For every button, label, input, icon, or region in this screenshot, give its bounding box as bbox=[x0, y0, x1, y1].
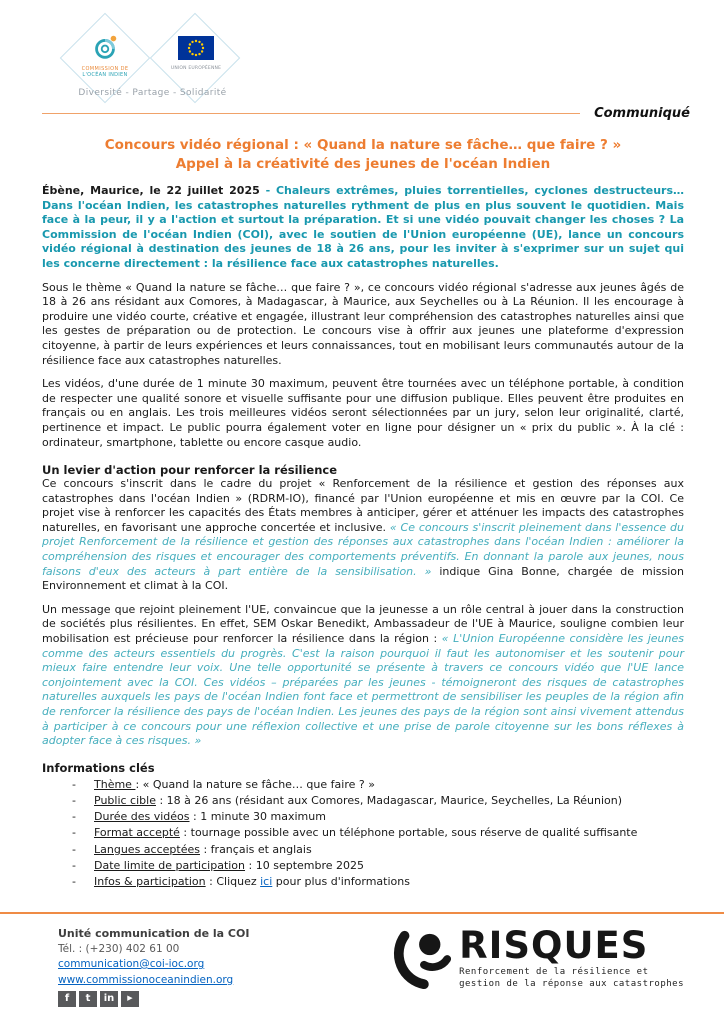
risques-mark-icon bbox=[391, 928, 453, 994]
youtube-icon[interactable]: ▶ bbox=[121, 991, 139, 1007]
facebook-icon[interactable]: f bbox=[58, 991, 76, 1007]
item-label: Public cible bbox=[94, 793, 156, 807]
item-value: : 1 minute 30 maximum bbox=[189, 810, 326, 824]
paragraph-eu-message bbox=[42, 603, 684, 749]
gina-bonne-attribution: indique Gina Bonne, chargée de mission Environnement et climat à la COI. bbox=[42, 564, 684, 593]
item-label: Thème bbox=[94, 777, 136, 791]
participation-link[interactable]: ici bbox=[260, 875, 273, 888]
lead-text: - Chaleurs extrêmes, pluies torrentielles, cyclones destructeurs… Dans l'océan Indien, les catastrophes naturelles rythment de plus en plus souvent le quotidien. Mais face à la peur, il y a l'action et surtout la préparation. Et si une vidéo pouvait changer les choses ? La Commission de l'océan Indien (COI), avec le soutien de l'Union européenne (UE), lance un concours vidéo régional à destination des jeunes de 18 à 26 ans, pour les inviter à s'exprimer sur un sujet qui les concerne directement : la résilience face aux catastrophes naturelles. bbox=[42, 184, 684, 270]
item-label: Infos & participation bbox=[94, 875, 206, 888]
bullet-dash: - bbox=[72, 826, 76, 840]
gina-bonne-quote: « Ce concours s'inscrit pleinement dans l'essence du projet Renforcement de la résilience et gestion des réponses aux catastrophes dans l'océan Indien : améliorer la compréhension des risques et encourager des comportements préventifs. En donnant la parole aux jeunes, nous faisons d'eux des acteurs à part entière de la sensibilisation. » bbox=[42, 520, 684, 578]
twitter-icon[interactable]: t bbox=[79, 991, 97, 1007]
header-rule-row bbox=[0, 104, 724, 122]
list-item-public-cible bbox=[42, 793, 684, 809]
list-item-langues bbox=[42, 842, 684, 858]
list-item-date-limite bbox=[42, 858, 684, 874]
header bbox=[0, 0, 724, 104]
lead-paragraph bbox=[42, 184, 684, 272]
risques-subtitle bbox=[459, 967, 684, 990]
eu-logo-caption: UNION EUROPÉENNE bbox=[170, 66, 222, 71]
coi-logo-line2: L'OCÉAN INDIEN bbox=[82, 72, 128, 78]
bullet-dash: - bbox=[72, 810, 76, 824]
eu-message-text: Un message que rejoint pleinement l'UE, convaincue que la jeunesse a un rôle central à jouer dans la construction de sociétés plus résilientes. En effet, SEM Oskar Benedikt, Ambassadeur de l'UE à Maurice, souligne combien leur mobilisation est précieuse pour renforcer la résilience dans la région : bbox=[42, 602, 684, 646]
list-item-infos-participation bbox=[42, 874, 684, 890]
title-line1: Concours vidéo régional : « Quand la nature se fâche… que faire ? » bbox=[104, 137, 622, 153]
bullet-dash: - bbox=[72, 858, 76, 872]
oskar-benedikt-quote: « L'Union Européenne considère les jeunes comme des acteurs essentiels du progrès. C'est la raison pourquoi il faut les autonomiser et les soutenir pour mieux faire entendre leur voix. Une telle opportunité se présente à travers ce concours vidéo que l'UE lance conjointement avec la COI. Ces vidéos – préparées par les jeunes - témoigneront des risques de catastrophes naturelles auxquels les pays de l'océan Indien font face et permettront de sensibiliser les peuples de la région afin de renforcer la résilience des pays de l'océan Indien. Les jeunes des pays de la région sont ainsi vivement attendus à participer à ce concours pour une réflexion collective et une prise de parole citoyenne sur les bons réflexes à adopter face à ces risques. » bbox=[42, 632, 684, 748]
risques-subtitle-line1: Renforcement de la résilience et bbox=[459, 967, 649, 977]
list-item-format bbox=[42, 825, 684, 841]
title-line2: Appel à la créativité des jeunes de l'océan Indien bbox=[175, 156, 551, 172]
social-icons bbox=[58, 991, 249, 1007]
footer-email-link[interactable]: communication@coi-ioc.org bbox=[58, 958, 205, 970]
bullet-dash: - bbox=[72, 875, 76, 888]
key-info-list bbox=[42, 777, 684, 890]
item-value: : français et anglais bbox=[199, 842, 312, 856]
footer-unit-name: Unité communication de la COI bbox=[58, 927, 250, 940]
paragraph-video-rules: Les vidéos, d'une durée de 1 minute 30 maximum, peuvent être tournées avec un téléphone portable, à condition de respecter une qualité sonore et visuelle suffisante pour une diffusion publique. Elles peuvent être produites en français ou en anglais. Les trois meilleures vidéos seront sélectionnées par un jury, selon leur originalité, clarté, pertinence et impact. Le public pourra également voter en ligne pour désigner un « prix du public ». À la clé : ordinateur, smartphone, tablette ou encore casque audio. bbox=[42, 377, 684, 449]
coi-logo-line1: COMMISSION DE bbox=[81, 66, 129, 72]
paragraph-resilience bbox=[42, 477, 684, 594]
header-tagline: Diversité - Partage - Solidarité bbox=[78, 88, 227, 98]
dateline: Ébène, Maurice, le 22 juillet 2025 bbox=[42, 184, 260, 197]
footer bbox=[0, 912, 724, 1024]
item-label: Format accepté bbox=[94, 826, 180, 840]
header-rule bbox=[42, 113, 580, 114]
coi-swirl-icon bbox=[90, 47, 120, 66]
footer-contact-block bbox=[58, 926, 249, 1024]
paragraph-contest-description: Sous le thème « Quand la nature se fâche… que faire ? », ce concours vidéo régional s'adresse aux jeunes âgés de 18 à 26 ans résidant aux Comores, à Madagascar, à Maurice, aux Seychelles ou à La Réunion. Il les encourage à produire une vidéo courte, créative et engagée, illustrant leur compréhension des catastrophes naturelles ainsi que les gestes de préparation ou de protection. Le concours vise à offrir aux jeunes une plateforme d'expression citoyenne, à partir de leurs expériences et leurs connaissances, tout en mobilisant leurs communautés autour de la résilience face aux catastrophes naturelles. bbox=[42, 280, 684, 367]
eu-flag-icon bbox=[178, 45, 214, 64]
item-value: : 18 à 26 ans (résidant aux Comores, Madagascar, Maurice, Seychelles, La Réunion) bbox=[155, 793, 623, 807]
item-pre: : Cliquez bbox=[205, 875, 261, 888]
section-heading-resilience: Un levier d'action pour renforcer la résilience bbox=[42, 463, 338, 478]
eu-logo bbox=[165, 36, 227, 71]
risques-wordmark: RISQUES bbox=[459, 924, 649, 967]
item-label: Durée des vidéos bbox=[94, 810, 190, 824]
bullet-dash: - bbox=[72, 842, 76, 856]
bullet-dash: - bbox=[72, 777, 76, 791]
item-value: : tournage possible avec un téléphone portable, sous réserve de qualité suffisante bbox=[179, 826, 638, 840]
risques-logo bbox=[391, 924, 684, 1024]
risques-text-block bbox=[459, 924, 684, 990]
content bbox=[0, 122, 724, 890]
bullet-dash: - bbox=[72, 793, 76, 807]
list-item-duree bbox=[42, 809, 684, 825]
list-item-theme bbox=[42, 777, 684, 793]
resilience-text: Ce concours s'inscrit dans le cadre du projet « Renforcement de la résilience et gestion des réponses aux catastrophes dans l'océan Indien » (RDRM-IO), financé par l'Union européenne et mis en œuvre par la COI. Ce projet vise à renforcer les capacités des États membres à anticiper, gérer et atténuer les impacts des catastrophes naturelles, en favorisant une approche concertée et inclusive. bbox=[42, 477, 684, 534]
coi-logo bbox=[74, 32, 136, 78]
item-label: Date limite de participation bbox=[94, 858, 246, 872]
page-title bbox=[42, 136, 684, 174]
item-post: pour plus d'informations bbox=[272, 875, 410, 888]
item-label: Langues acceptées bbox=[94, 842, 200, 856]
linkedin-icon[interactable]: in bbox=[100, 991, 118, 1007]
risques-subtitle-line2: gestion de la réponse aux catastrophes bbox=[459, 978, 684, 989]
document-type-label: Communiqué bbox=[594, 105, 690, 121]
item-value: : 10 septembre 2025 bbox=[245, 858, 365, 872]
footer-website-link[interactable]: www.commissionoceanindien.org bbox=[58, 973, 234, 986]
section-heading-key-info: Informations clés bbox=[42, 760, 155, 775]
footer-phone: Tél. : (+230) 402 61 00 bbox=[58, 942, 180, 955]
item-value: : « Quand la nature se fâche… que faire ? » bbox=[135, 777, 375, 791]
